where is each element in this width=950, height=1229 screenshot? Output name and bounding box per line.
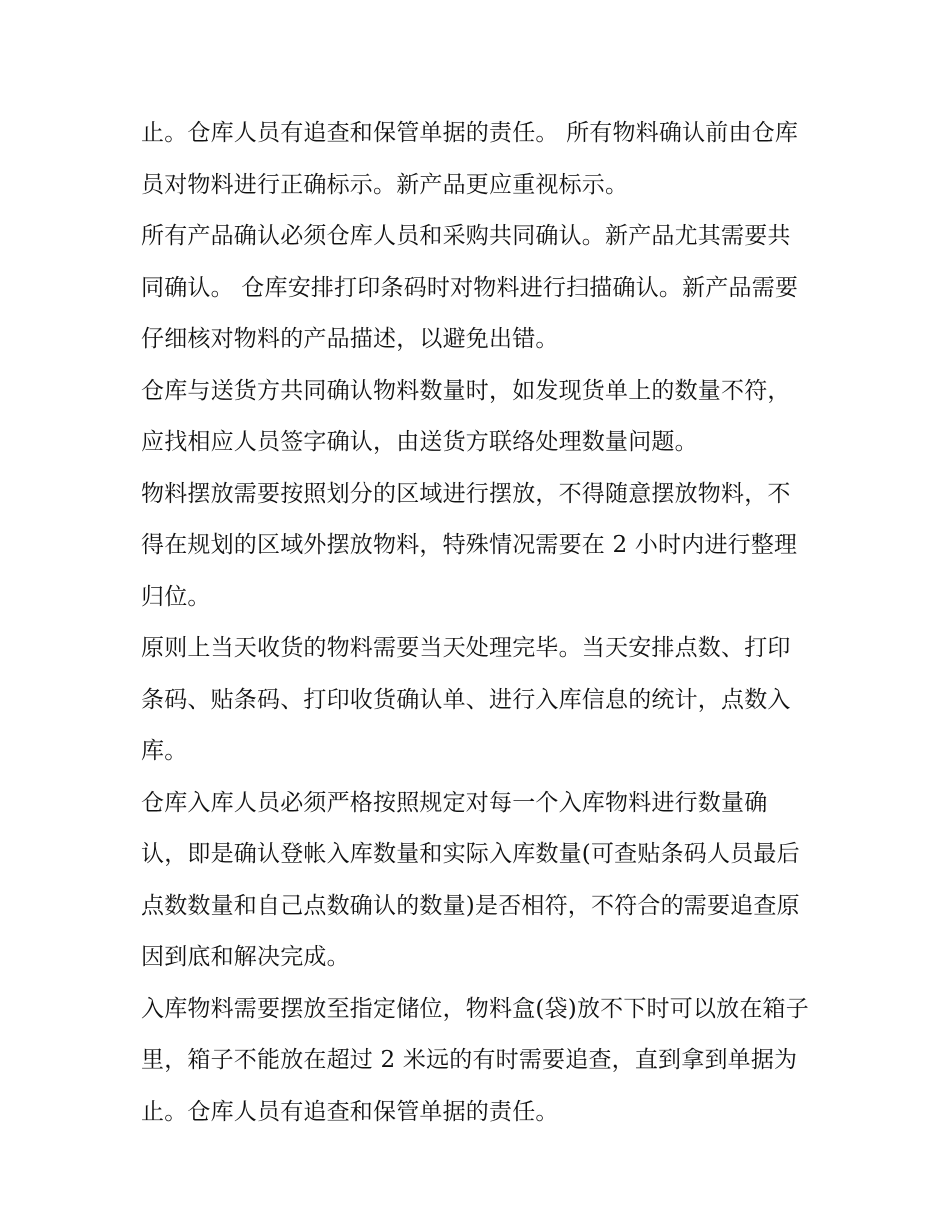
paragraph-5: 原则上当天收货的物料需要当天处理完毕。当天安排点数、打印条码、贴条码、打印收货确认单、进行入库信息的统计，点数入库。 bbox=[141, 635, 791, 764]
paragraph-7: 入库物料需要摆放至指定储位，物料盒(袋)放不下时可以放在箱子里，箱子不能放在超过 2 米远的有时需要追查，直到拿到单据为止。仓库人员有追查和保管单据的责任。 bbox=[141, 995, 809, 1125]
document-body bbox=[141, 108, 813, 1138]
paragraph-1: 止。仓库人员有追查和保管单据的责任。 所有物料确认前由仓库员对物料进行正确标示。新产品更应重视标示。 bbox=[141, 120, 799, 198]
paragraph-4: 物料摆放需要按照划分的区域进行摆放，不得随意摆放物料，不得在规划的区域外摆放物料，特殊情况需要在 2 小时内进行整理归位。 bbox=[141, 480, 798, 610]
paragraph-2: 所有产品确认必须仓库人员和采购共同确认。新产品尤其需要共同确认。 仓库安排打印条码时对物料进行扫描确认。新产品需要仔细核对物料的产品描述，以避免出错。 bbox=[141, 223, 799, 352]
paragraph-3: 仓库与送货方共同确认物料数量时，如发现货单上的数量不符，应找相应人员签字确认，由送货方联络处理数量问题。 bbox=[141, 377, 791, 455]
paragraph-6: 仓库入库人员必须严格按照规定对每一个入库物料进行数量确认，即是确认登帐入库数量和实际入库数量(可查贴条码人员最后点数数量和自己点数确认的数量)是否相符，不符合的需要追查原因到底和解决完成。 bbox=[141, 789, 800, 970]
